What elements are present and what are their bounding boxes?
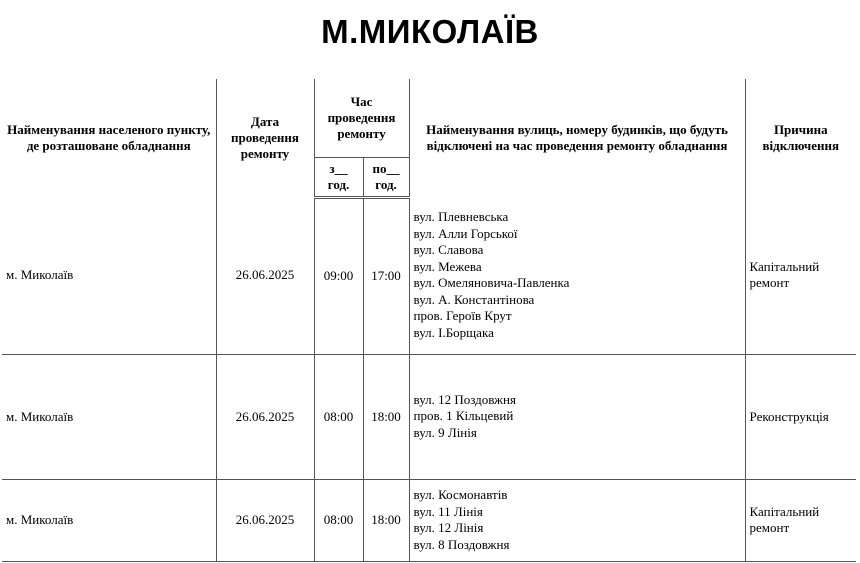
cell-date: 26.06.2025 [216, 197, 314, 354]
cell-reason: Капітальний ремонт [745, 479, 856, 561]
header-reason: Причина відключення [762, 122, 840, 153]
street-item: вул. А. Константінова [413, 291, 535, 307]
street-item: пров. Героїв Крут [413, 308, 512, 324]
outage-schedule-table [2, 79, 856, 562]
cell-time-from: 08:00 [314, 479, 363, 561]
street-item: вул. Плевневська [413, 209, 509, 225]
cell-date: 26.06.2025 [216, 354, 314, 479]
cell-time-to: 18:00 [363, 479, 409, 561]
table-row [2, 197, 856, 354]
header-locality: Найменування населеного пункту, де розташоване обладнання [2, 79, 216, 197]
table-row [2, 479, 856, 561]
header-time-to: по__ год. [363, 157, 409, 197]
header-time-from: з__ год. [314, 157, 363, 197]
cell-locality: м. Миколаїв [2, 479, 216, 561]
street-item: вул. Межева [413, 258, 482, 274]
street-item: вул. Славова [413, 242, 484, 258]
street-item: вул. 12 Лінія [413, 520, 484, 535]
street-item: пров. 1 Кільцевий [413, 408, 514, 424]
cell-time-to: 18:00 [363, 354, 409, 479]
cell-time-to: 17:00 [363, 197, 409, 354]
header-streets: Найменування вулиць, номеру будинків, що будуть відключені на час проведення ремонту обладнання [409, 79, 745, 197]
cell-streets [409, 479, 745, 561]
cell-time-from: 09:00 [314, 197, 363, 354]
table-row [2, 354, 856, 479]
cell-locality: м. Миколаїв [2, 197, 216, 354]
street-item: вул. І.Борщака [413, 324, 494, 340]
header-time: Час проведення ремонту [314, 79, 409, 157]
page-title: М.МИКОЛАЇВ [321, 13, 539, 50]
cell-reason: Капітальний ремонт [745, 197, 856, 354]
cell-date: 26.06.2025 [216, 479, 314, 561]
cell-streets [409, 354, 745, 479]
cell-reason: Реконструкція [745, 354, 856, 479]
header-date: Дата проведення ремонту [216, 79, 314, 197]
cell-streets [409, 197, 745, 354]
street-item: вул. 12 Поздовжня [413, 391, 516, 407]
street-item: вул. 8 Поздовжня [413, 536, 510, 552]
street-item: вул. 9 Лінія [413, 424, 477, 440]
street-item: вул. Алли Горської [413, 225, 518, 241]
cell-locality: м. Миколаїв [2, 354, 216, 479]
street-item: вул. Омеляновича-Павленка [413, 275, 570, 291]
cell-time-from: 08:00 [314, 354, 363, 479]
street-item: вул. 11 Лінія [413, 503, 483, 519]
street-item: вул. Космонавтів [413, 487, 508, 502]
